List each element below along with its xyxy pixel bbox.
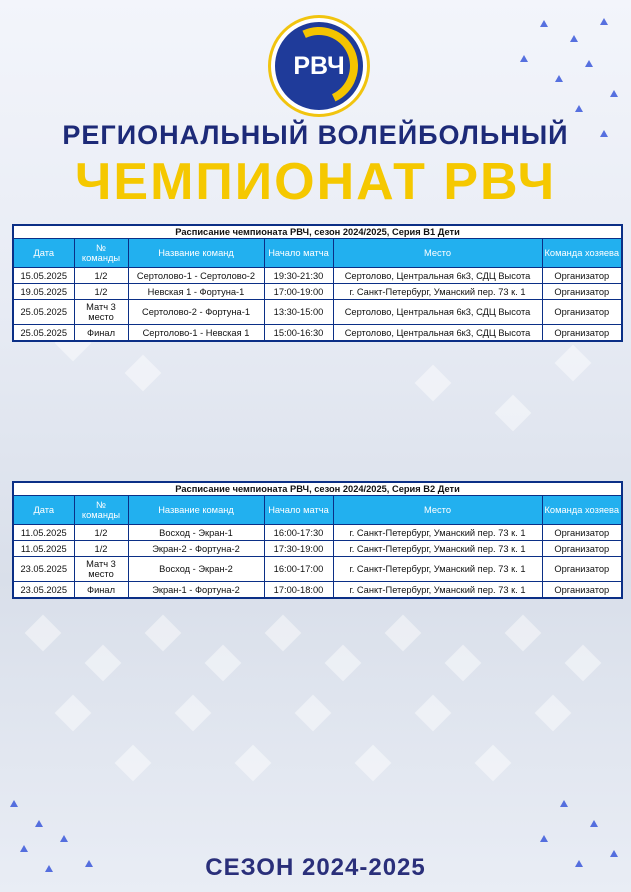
rvch-logo — [271, 18, 367, 114]
table-row — [13, 525, 622, 541]
table-row — [13, 300, 622, 325]
cell-place: г. Санкт-Петербург, Уманский пер. 73 к. 1 — [333, 525, 542, 541]
cell-host: Организатор — [542, 268, 622, 284]
col-header-team-number: № команды — [74, 496, 128, 525]
cell-place: г. Санкт-Петербург, Уманский пер. 73 к. 1 — [333, 557, 542, 582]
cell-host: Организатор — [542, 300, 622, 325]
col-header-place: Место — [333, 239, 542, 268]
cell-host: Организатор — [542, 582, 622, 599]
table-row — [13, 268, 622, 284]
cell-start-time: 16:00-17:00 — [264, 557, 333, 582]
cell-place: г. Санкт-Петербург, Уманский пер. 73 к. 1 — [333, 284, 542, 300]
cell-place: Сертолово, Центральная 6к3, СДЦ Высота — [333, 268, 542, 284]
table-row — [13, 284, 622, 300]
cell-place: Сертолово, Центральная 6к3, СДЦ Высота — [333, 325, 542, 342]
cell-team-number: Финал — [74, 582, 128, 599]
cell-host: Организатор — [542, 557, 622, 582]
cell-teams: Сертолово-1 - Невская 1 — [128, 325, 264, 342]
schedule-table-b1 — [12, 224, 623, 342]
schedule-table-b2 — [12, 481, 623, 599]
cell-start-time: 17:30-19:00 — [264, 541, 333, 557]
table-row — [13, 557, 622, 582]
title-line1: РЕГИОНАЛЬНЫЙ ВОЛЕЙБОЛЬНЫЙ — [62, 120, 569, 150]
col-header-date: Дата — [13, 496, 74, 525]
cell-start-time: 17:00-19:00 — [264, 284, 333, 300]
cell-team-number: Матч 3 место — [74, 300, 128, 325]
cell-host: Организатор — [542, 325, 622, 342]
col-header-date: Дата — [13, 239, 74, 268]
cell-host: Организатор — [542, 525, 622, 541]
cell-date: 23.05.2025 — [13, 582, 74, 599]
cell-place: г. Санкт-Петербург, Уманский пер. 73 к. 1 — [333, 582, 542, 599]
table-row — [13, 541, 622, 557]
cell-date: 25.05.2025 — [13, 300, 74, 325]
col-header-teams: Название команд — [128, 496, 264, 525]
cell-date: 11.05.2025 — [13, 525, 74, 541]
cell-start-time: 16:00-17:30 — [264, 525, 333, 541]
title-line2: ЧЕМПИОНАТ РВЧ — [74, 153, 557, 211]
cell-teams: Восход - Экран-1 — [128, 525, 264, 541]
col-header-host: Команда хозяева — [542, 239, 622, 268]
col-header-host: Команда хозяева — [542, 496, 622, 525]
cell-host: Организатор — [542, 541, 622, 557]
cell-start-time: 17:00-18:00 — [264, 582, 333, 599]
cell-team-number: 1/2 — [74, 541, 128, 557]
cell-date: 23.05.2025 — [13, 557, 74, 582]
col-header-teams: Название команд — [128, 239, 264, 268]
cell-teams: Невская 1 - Фортуна-1 — [128, 284, 264, 300]
table-row — [13, 325, 622, 342]
cell-team-number: 1/2 — [74, 525, 128, 541]
logo-text: РВЧ — [293, 51, 345, 80]
cell-host: Организатор — [542, 284, 622, 300]
cell-teams: Восход - Экран-2 — [128, 557, 264, 582]
col-header-team-number: № команды — [74, 239, 128, 268]
cell-date: 15.05.2025 — [13, 268, 74, 284]
cell-teams: Экран-2 - Фортуна-2 — [128, 541, 264, 557]
table-header-row — [13, 239, 622, 268]
cell-team-number: Финал — [74, 325, 128, 342]
cell-team-number: Матч 3 место — [74, 557, 128, 582]
cell-start-time: 19:30-21:30 — [264, 268, 333, 284]
col-header-place: Место — [333, 496, 542, 525]
table-caption: Расписание чемпионата РВЧ, сезон 2024/2025, Серия В2 Дети — [13, 482, 622, 496]
table-row — [13, 582, 622, 599]
cell-date: 25.05.2025 — [13, 325, 74, 342]
cell-teams: Сертолово-2 - Фортуна-1 — [128, 300, 264, 325]
cell-date: 19.05.2025 — [13, 284, 74, 300]
cell-place: г. Санкт-Петербург, Уманский пер. 73 к. 1 — [333, 541, 542, 557]
cell-start-time: 13:30-15:00 — [264, 300, 333, 325]
cell-teams: Экран-1 - Фортуна-2 — [128, 582, 264, 599]
cell-date: 11.05.2025 — [13, 541, 74, 557]
cell-place: Сертолово, Центральная 6к3, СДЦ Высота — [333, 300, 542, 325]
col-header-start-time: Начало матча — [264, 239, 333, 268]
season-label: СЕЗОН 2024-2025 — [205, 854, 426, 881]
cell-teams: Сертолово-1 - Сертолово-2 — [128, 268, 264, 284]
cell-team-number: 1/2 — [74, 284, 128, 300]
table-header-row — [13, 496, 622, 525]
cell-team-number: 1/2 — [74, 268, 128, 284]
table-caption: Расписание чемпионата РВЧ, сезон 2024/2025, Серия В1 Дети — [13, 225, 622, 239]
col-header-start-time: Начало матча — [264, 496, 333, 525]
cell-start-time: 15:00-16:30 — [264, 325, 333, 342]
